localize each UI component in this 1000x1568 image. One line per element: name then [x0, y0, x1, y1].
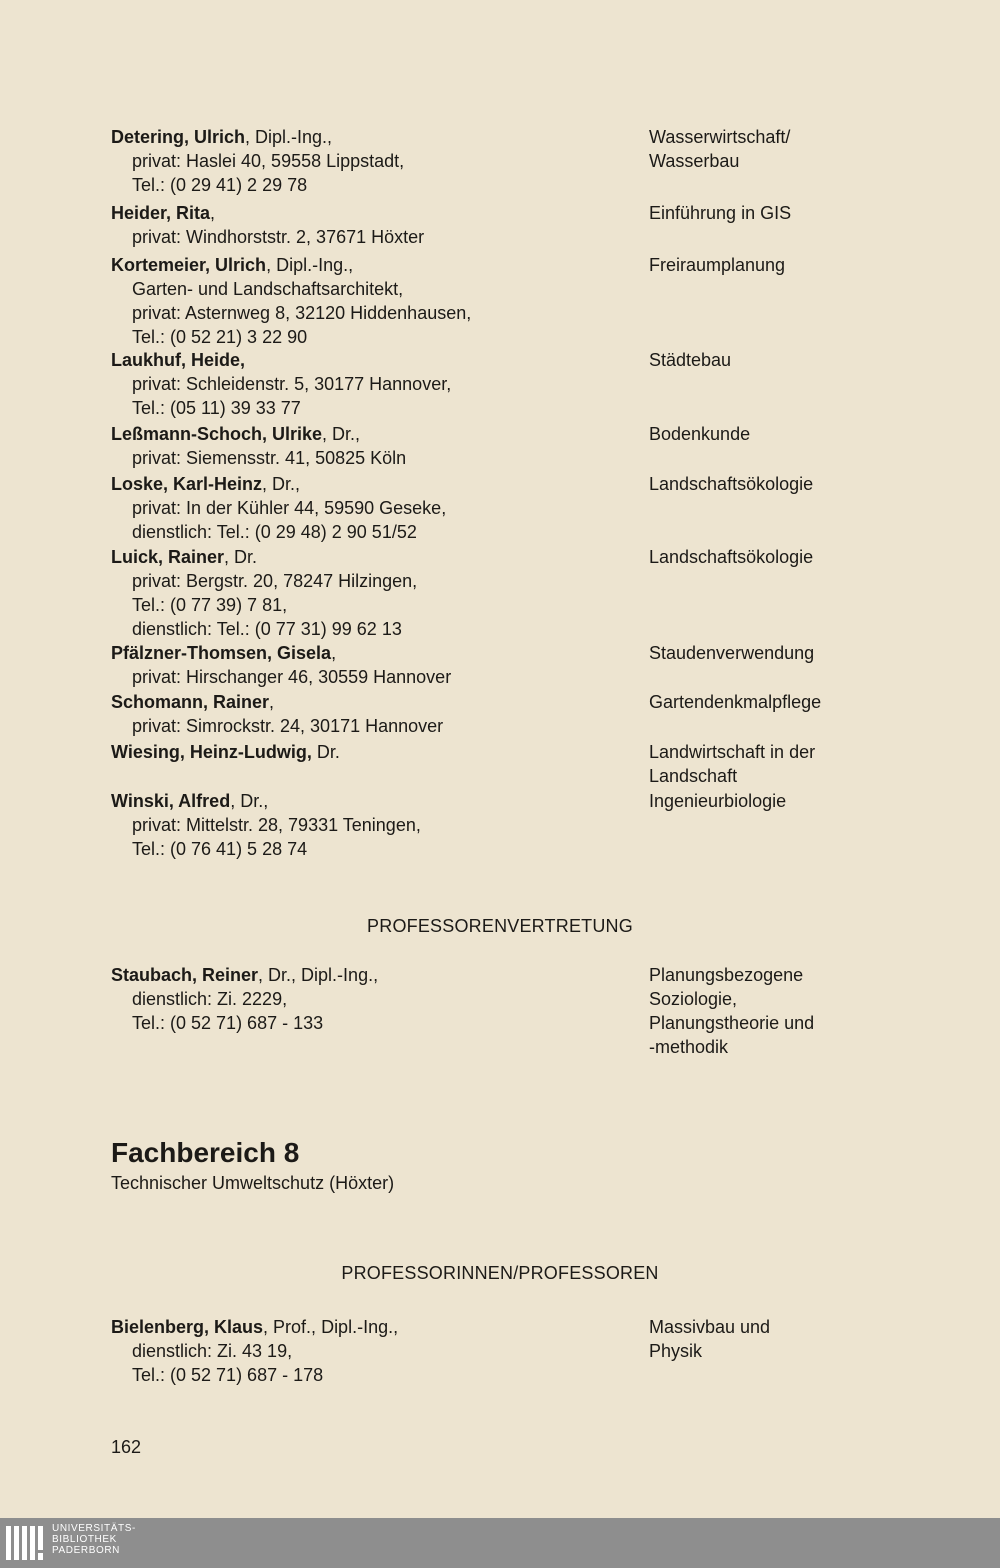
person-name: Schomann, Rainer — [111, 692, 270, 712]
library-footer-bar — [0, 1518, 1000, 1568]
person-name: Bielenberg, Klaus — [111, 1317, 264, 1337]
person-name: Leßmann-Schoch, Ulrike — [111, 424, 323, 444]
subject-line: Ingenieurbiologie — [649, 791, 787, 811]
entry-detail-line: privat: Bergstr. 20, 78247 Hilzingen, — [132, 571, 418, 591]
person-title: , — [210, 203, 216, 223]
subject-line: Massivbau und — [649, 1317, 771, 1337]
entry-subject — [649, 125, 969, 173]
person-name: Kortemeier, Ulrich — [111, 255, 267, 275]
entry-details — [111, 690, 631, 738]
university-library-logo-icon — [4, 1522, 48, 1564]
faculty-subtitle: Technischer Umweltschutz (Höxter) — [111, 1173, 395, 1193]
person-name: Winski, Alfred — [111, 791, 231, 811]
person-title: , Dr., Dipl.-Ing., — [258, 965, 379, 985]
entry-details — [111, 1315, 631, 1387]
logo-line: PADERBORN — [52, 1545, 121, 1556]
entry-detail-line: dienstlich: Tel.: (0 29 48) 2 90 51/52 — [132, 522, 417, 542]
person-name: Loske, Karl-Heinz — [111, 474, 263, 494]
person-title: , — [269, 692, 275, 712]
entry-detail-line: Tel.: (0 52 21) 3 22 90 — [132, 327, 308, 347]
entry-subject — [649, 472, 969, 496]
entry-name-line — [111, 963, 631, 987]
entry-details — [111, 472, 631, 544]
entry-name-line — [111, 422, 631, 446]
entry-detail-line: Tel.: (05 11) 39 33 77 — [132, 398, 301, 418]
faculty-title: Fachbereich 8 — [111, 1137, 300, 1168]
person-title: , — [331, 643, 337, 663]
entry-detail-line: privat: Asternweg 8, 32120 Hiddenhausen, — [132, 303, 472, 323]
entry-subject — [649, 348, 969, 372]
person-title: , Dipl.-Ing., — [245, 127, 333, 147]
entry-details — [111, 963, 631, 1035]
entry-name-line — [111, 545, 631, 569]
entry-subject — [649, 789, 969, 813]
entry-details — [111, 253, 631, 349]
entry-name-line — [111, 690, 631, 714]
entry-subject — [649, 641, 969, 665]
entry-subject — [649, 201, 969, 225]
entry-subject — [649, 963, 969, 1059]
entry-name-line — [111, 740, 631, 764]
entry-detail-line: privat: Haslei 40, 59558 Lippstadt, — [132, 151, 405, 171]
entry-name-line — [111, 789, 631, 813]
entry-detail-line: privat: Simrockstr. 24, 30171 Hannover — [132, 716, 444, 736]
subject-line: Freiraumplanung — [649, 255, 786, 275]
section-heading-vertretung: PROFESSORENVERTRETUNG — [367, 916, 633, 936]
subject-line: Landschaft — [649, 766, 738, 786]
subject-line: -methodik — [649, 1037, 729, 1057]
subject-line: Wasserbau — [649, 151, 740, 171]
entry-details — [111, 545, 631, 641]
entry-name-line — [111, 253, 631, 277]
subject-line: Planungsbezogene — [649, 965, 804, 985]
entry-detail-line: privat: Schleidenstr. 5, 30177 Hannover, — [132, 374, 452, 394]
person-name: Heider, Rita — [111, 203, 211, 223]
person-title: , Dr., — [230, 791, 269, 811]
entry-details — [111, 125, 631, 197]
subject-line: Planungstheorie und — [649, 1013, 815, 1033]
page-number: 162 — [111, 1437, 142, 1457]
entry-detail-line: Garten- und Landschaftsarchitekt, — [132, 279, 404, 299]
person-name: Staubach, Reiner — [111, 965, 259, 985]
subject-line: Landschaftsökologie — [649, 474, 814, 494]
entry-detail-line: Tel.: (0 77 39) 7 81, — [132, 595, 288, 615]
subject-line: Bodenkunde — [649, 424, 751, 444]
entry-subject — [649, 690, 969, 714]
entry-name-line — [111, 641, 631, 665]
subject-line: Landschaftsökologie — [649, 547, 814, 567]
section-heading-professoren: PROFESSORINNEN/PROFESSOREN — [341, 1263, 659, 1283]
entry-subject — [649, 1315, 969, 1363]
subject-line: Einführung in GIS — [649, 203, 792, 223]
entry-detail-line: dienstlich: Zi. 43 19, — [132, 1341, 293, 1361]
person-title: , Prof., Dipl.-Ing., — [263, 1317, 399, 1337]
entry-details — [111, 740, 631, 764]
person-title: Dr. — [311, 742, 340, 762]
person-title: , Dr. — [224, 547, 258, 567]
entry-detail-line: privat: Hirschanger 46, 30559 Hannover — [132, 667, 452, 687]
library-logo-text — [52, 1523, 136, 1556]
entry-subject — [649, 740, 969, 788]
subject-line: Staudenverwendung — [649, 643, 815, 663]
entry-details — [111, 422, 631, 470]
entry-name-line — [111, 472, 631, 496]
subject-line: Soziologie, — [649, 989, 738, 1009]
subject-line: Physik — [649, 1341, 703, 1361]
entry-subject — [649, 545, 969, 569]
entry-detail-line: privat: In der Kühler 44, 59590 Geseke, — [132, 498, 447, 518]
person-name: Wiesing, Heinz-Ludwig, — [111, 742, 312, 762]
logo-line: UNIVERSITÄTS- — [52, 1523, 136, 1534]
entry-subject — [649, 422, 969, 446]
entry-detail-line: dienstlich: Tel.: (0 77 31) 99 62 13 — [132, 619, 402, 639]
person-name: Luick, Rainer — [111, 547, 225, 567]
entry-subject — [649, 253, 969, 277]
entry-details — [111, 641, 631, 689]
person-name: Detering, Ulrich — [111, 127, 246, 147]
subject-line: Wasserwirtschaft/ — [649, 127, 791, 147]
entry-detail-line: privat: Siemensstr. 41, 50825 Köln — [132, 448, 407, 468]
entry-detail-line: Tel.: (0 52 71) 687 - 133 — [132, 1013, 324, 1033]
entry-details — [111, 348, 631, 420]
entry-detail-line: privat: Windhorststr. 2, 37671 Höxter — [132, 227, 425, 247]
subject-line: Städtebau — [649, 350, 732, 370]
entry-detail-line: privat: Mittelstr. 28, 79331 Teningen, — [132, 815, 421, 835]
person-name: Pfälzner-Thomsen, Gisela — [111, 643, 332, 663]
entry-details — [111, 789, 631, 861]
subject-line: Landwirtschaft in der — [649, 742, 816, 762]
entry-detail-line: dienstlich: Zi. 2229, — [132, 989, 288, 1009]
entry-name-line — [111, 125, 631, 149]
entry-name-line — [111, 201, 631, 225]
entry-detail-line: Tel.: (0 52 71) 687 - 178 — [132, 1365, 324, 1385]
person-title: , Dr., — [322, 424, 361, 444]
entry-detail-line: Tel.: (0 76 41) 5 28 74 — [132, 839, 308, 859]
subject-line: Gartendenkmalpflege — [649, 692, 822, 712]
entry-details — [111, 201, 631, 249]
logo-line: BIBLIOTHEK — [52, 1534, 117, 1545]
person-name: Laukhuf, Heide, — [111, 350, 246, 370]
entry-detail-line: Tel.: (0 29 41) 2 29 78 — [132, 175, 308, 195]
entry-name-line — [111, 1315, 631, 1339]
person-title: , Dipl.-Ing., — [266, 255, 354, 275]
entry-name-line — [111, 348, 631, 372]
person-title: , Dr., — [262, 474, 301, 494]
